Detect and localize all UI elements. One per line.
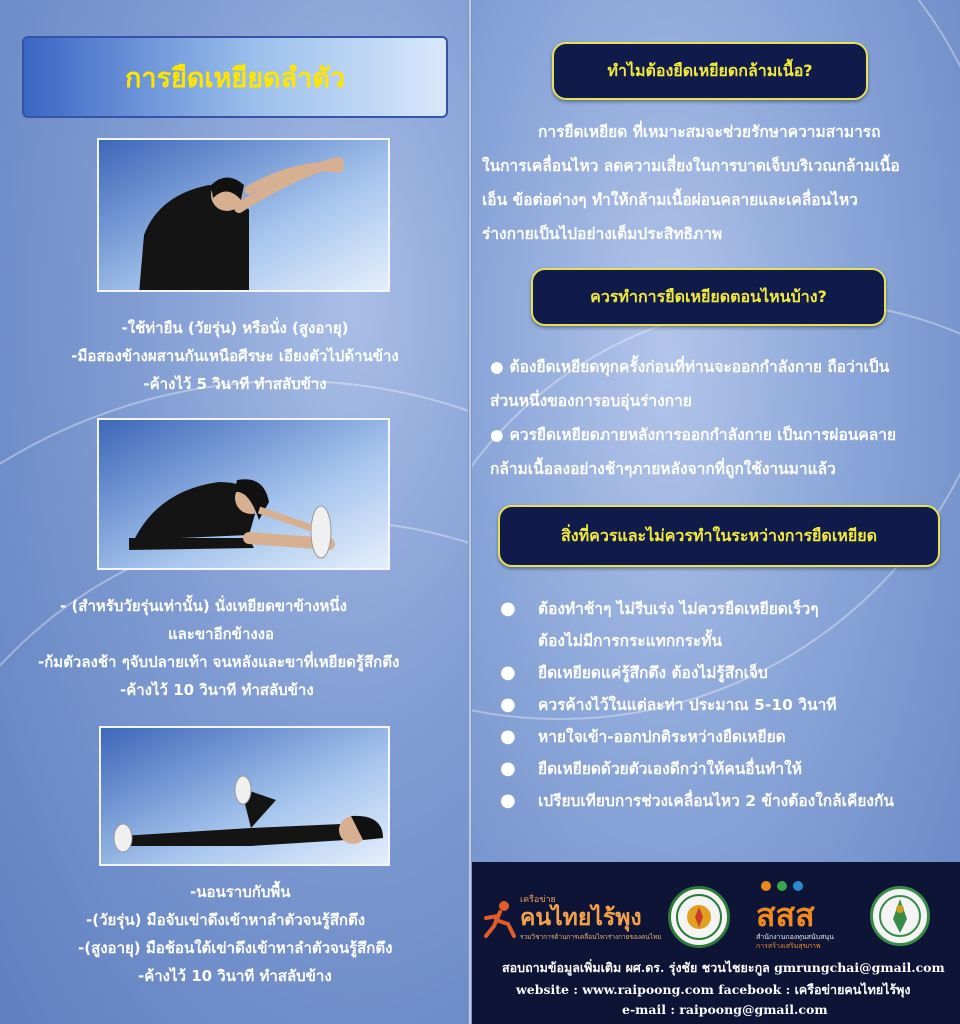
footer-website: website : www.raipoong.com facebook : เครือข่ายคนไทยไร้พุง	[516, 982, 911, 997]
thaihealth-logo	[756, 880, 856, 952]
raipoong-logo	[482, 892, 662, 952]
caption-line: -ใช้ท่ายืน (วัยรุ่น) หรือนั่ง (สูงอายุ)	[121, 319, 349, 337]
footer-contact: สอบถามข้อมูลเพิ่มเติม ผศ.ดร. รุ่งชัย ชวนไชยะกูล gmrungchai@gmail.com	[502, 960, 945, 975]
why-line: ในการเคลื่อนไหว ลดความเสี่ยงในการบาดเจ็บบริเวณกล้ามเนื้อ	[482, 157, 900, 175]
bullet-icon: ●	[500, 661, 516, 683]
ministry-seal	[668, 886, 730, 948]
footer	[472, 862, 960, 1024]
why-header	[552, 42, 868, 100]
caption-step1	[20, 314, 450, 398]
bullet-icon: ●	[500, 693, 516, 715]
when-header-text: ควรทำการยืดเหยียดตอนไหนบ้าง?	[590, 286, 827, 306]
list-item: ● ยืดเหยียดด้วยตัวเองดีกว่าให้คนอื่นทำให้	[500, 757, 802, 779]
caption-line: -มือสองข้างผสานกันเหนือศีรษะ เอียงตัวไปด้านข้าง	[71, 347, 399, 365]
photo-side-stretch	[97, 138, 390, 292]
list-item: ● เปรียบเทียบการช่วงเคลื่อนไหว 2 ข้างต้องใกล้เคียงกัน	[500, 789, 894, 811]
dos-header	[498, 505, 940, 567]
logo1-tagline: รวมวิชาการด้านการเคลื่อนไหวร่างกายของคนไทย	[520, 933, 662, 941]
photo-lying-knee-pull	[99, 726, 390, 866]
caption-line: -ค้างไว้ 5 วินาที ทำสลับข้าง	[143, 375, 327, 393]
bullet-icon: ●	[500, 597, 516, 619]
why-line: ร่างกายเป็นไปอย่างเต็มประสิทธิภาพ	[482, 225, 723, 243]
why-paragraph	[482, 115, 950, 251]
seal-emblem-icon	[671, 889, 727, 945]
why-header-text: ทำไมต้องยืดเหยียดกล้ามเนื้อ?	[607, 60, 813, 80]
photo-seated-toe-touch	[97, 418, 390, 570]
logo3-line2: การสร้างเสริมสุขภาพ	[756, 942, 821, 950]
dos-list	[500, 592, 940, 816]
caption-line: -(วัยรุ่น) มือจับเข่าดึงเข้าหาลำตัวจนรู้สึกตึง	[86, 911, 366, 929]
when-line: ● ควรยืดเหยียดภายหลังการออกกำลังกาย เป็นการผ่อนคลาย	[490, 426, 897, 444]
caption-line: -นอนราบกับพื้น	[190, 883, 291, 901]
list-item: ● หายใจเข้า-ออกปกติระหว่างยืดเหยียด	[500, 725, 786, 747]
bullet-icon: ●	[500, 757, 516, 779]
list-item: ● ยืดเหยียดแค่รู้สึกตึง ต้องไม่รู้สึกเจ็บ	[500, 661, 768, 683]
why-line: เอ็น ข้อต่อต่างๆ ทำให้กล้ามเนื้อผ่อนคลายและเคลื่อนไหว	[482, 191, 858, 209]
caption-line: -ค้างไว้ 10 วินาที ทำสลับข้าง	[120, 681, 314, 699]
caption-line: และขาอีกข้างงอ	[168, 625, 275, 643]
dos-header-text: สิ่งที่ควรและไม่ควรทำในระหว่างการยืดเหยียด	[561, 525, 877, 545]
footer-email: e-mail : raipoong@gmail.com	[622, 1002, 828, 1017]
caption-line: - (สำหรับวัยรุ่นเท่านั้น) นั่งเหยียดขาข้างหนึ่ง	[60, 597, 347, 615]
bullet-icon: ●	[500, 789, 516, 811]
caption-line: -(สูงอายุ) มือช้อนใต้เข่าดึงเข้าหาลำตัวจนรู้สึกตึง	[78, 939, 393, 957]
logo3-line1: สำนักงานกองทุนสนับสนุน	[756, 933, 834, 941]
logo-row	[472, 872, 960, 952]
page-title: การยืดเหยียดลำตัว	[125, 62, 345, 94]
when-line: กล้ามเนื้อลงอย่างช้าๆภายหลังจากที่ถูกใช้งานมาแล้ว	[490, 460, 836, 478]
when-header	[531, 268, 886, 326]
bma-seal	[870, 886, 930, 946]
caption-line: -ก้มตัวลงช้า ๆจับปลายเท้า จนหลังและขาที่เหยียดรู้สึกตึง	[38, 653, 400, 671]
bma-emblem-icon	[873, 889, 927, 943]
when-line: ส่วนหนึ่งของการอบอุ่นร่างกาย	[490, 392, 692, 410]
list-item: ต้องไม่มีการกระแทกกระทั้น	[538, 631, 723, 650]
runner-icon	[482, 900, 518, 940]
logo1-name: คนไทยไร้พุง	[520, 905, 642, 931]
section-title-box	[22, 36, 448, 118]
caption-line: -ค้างไว้ 10 วินาที ทำสลับข้าง	[138, 967, 332, 985]
bullet-icon: ●	[490, 358, 504, 376]
logo3-name: สสส	[756, 896, 815, 934]
when-paragraph	[490, 350, 950, 486]
list-item: ● ต้องทำช้าๆ ไม่รีบเร่ง ไม่ควรยืดเหยียดเร็วๆ	[500, 597, 819, 619]
logo1-small: เครือข่าย	[520, 895, 556, 905]
when-line: ● ต้องยืดเหยียดทุกครั้งก่อนที่ท่านจะออกกำลังกาย ถือว่าเป็น	[490, 358, 890, 376]
list-item: ● ควรค้างไว้ในแต่ละท่า ประมาณ 5-10 วินาที	[500, 693, 837, 715]
bullet-icon: ●	[500, 725, 516, 747]
caption-step3	[20, 878, 450, 990]
why-line: การยืดเหยียด ที่เหมาะสมจะช่วยรักษาความสามารถ	[538, 123, 881, 141]
caption-step2	[20, 592, 450, 704]
bullet-icon: ●	[490, 426, 504, 444]
